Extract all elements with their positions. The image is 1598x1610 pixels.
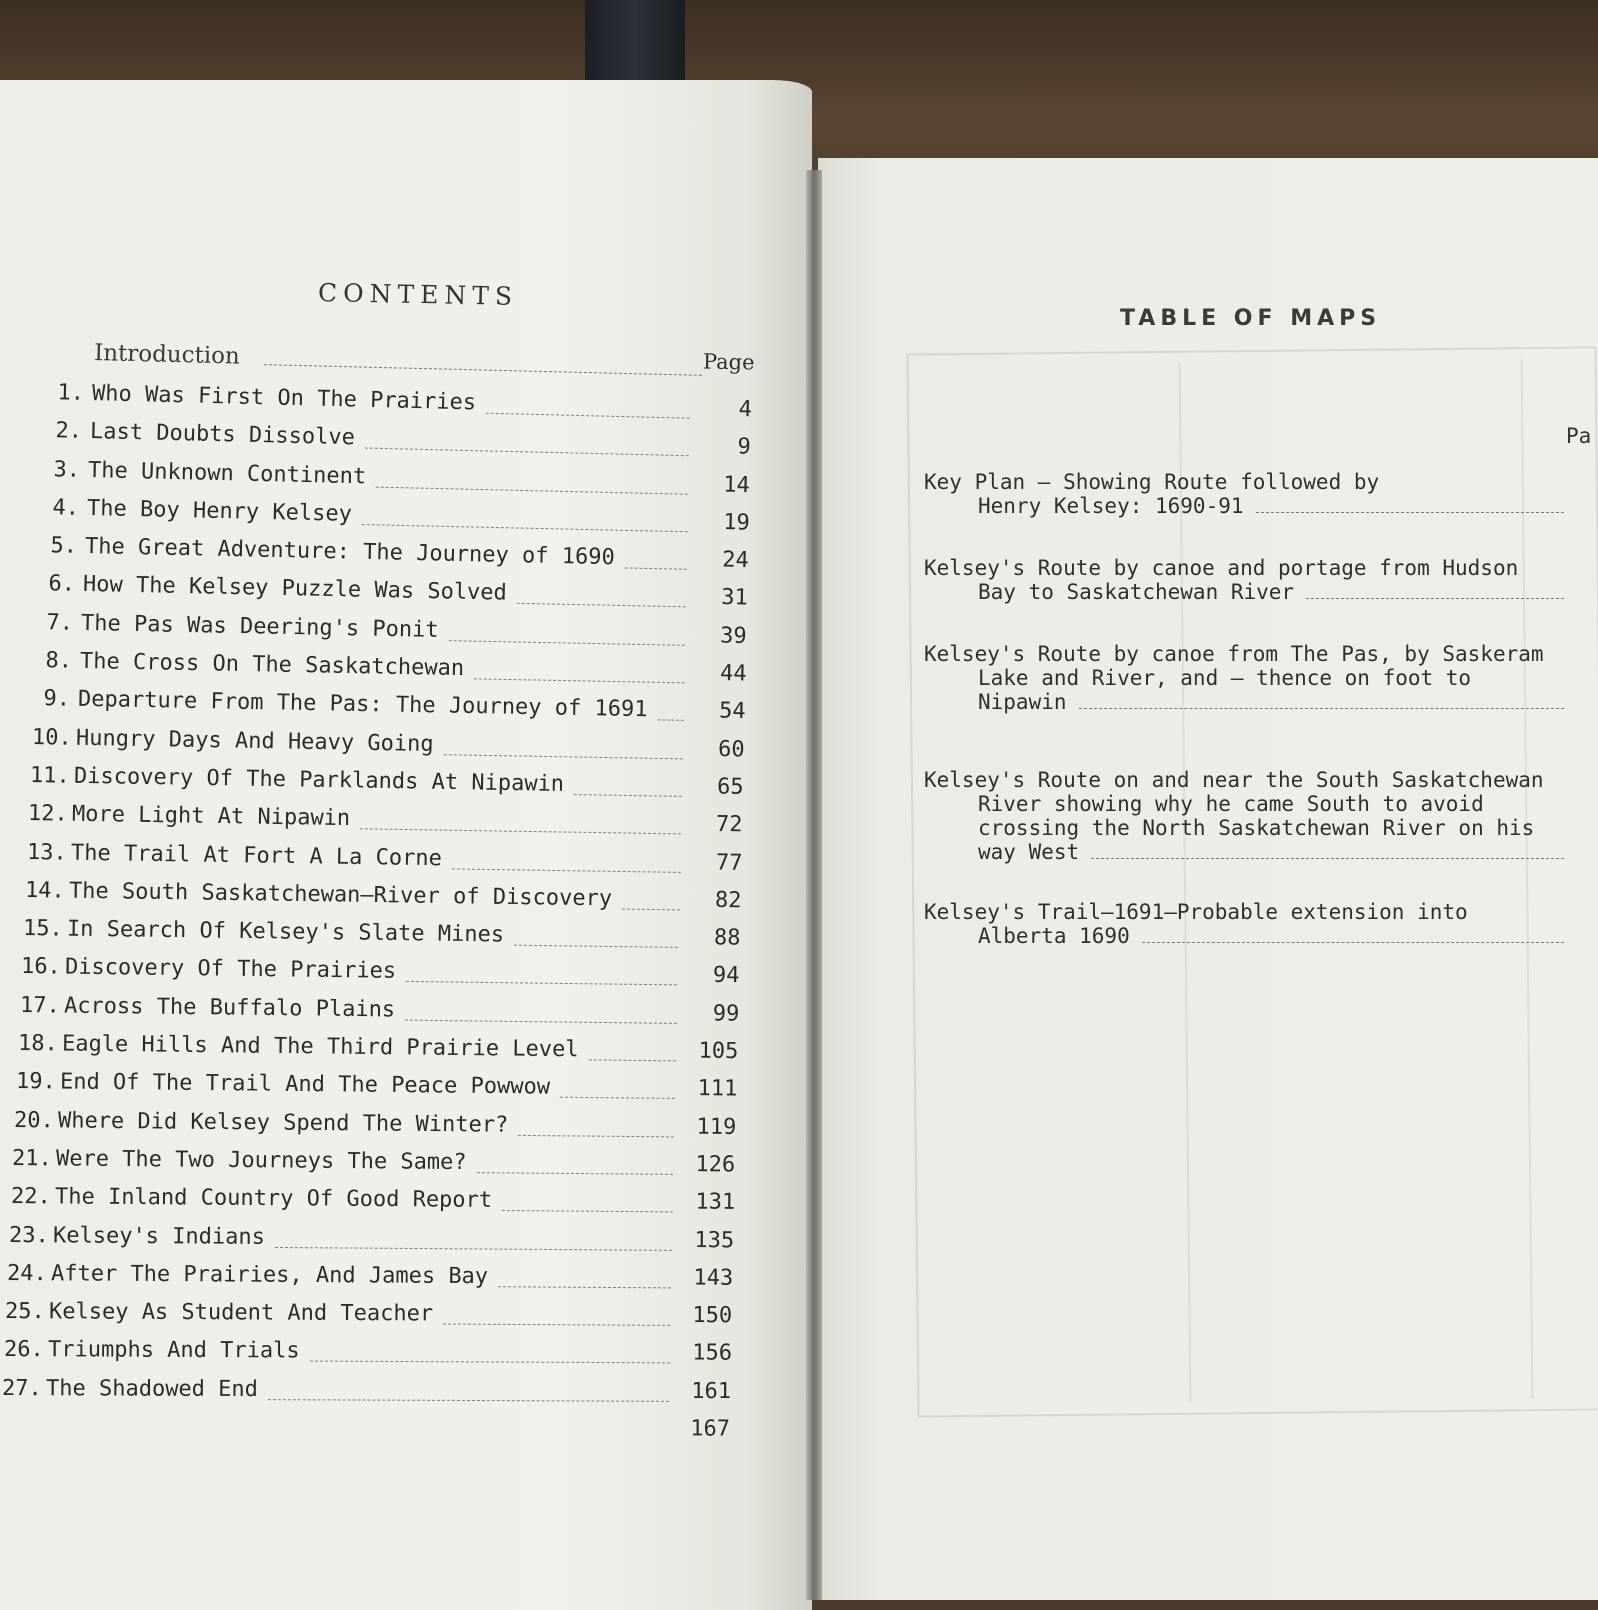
- map-entry-line: [924, 642, 1596, 666]
- toc-page-number: 135: [694, 1227, 735, 1253]
- map-entry-text: Kelsey's Route by canoe and portage from Hudson: [924, 556, 1519, 580]
- toc-chapter-number: 21.: [12, 1145, 53, 1172]
- leader-dots: [574, 794, 682, 797]
- map-entry-text: way West: [978, 840, 1080, 864]
- book-gutter: [806, 170, 822, 1600]
- map-entry-line: [924, 690, 1596, 714]
- leader-dots: [514, 945, 678, 948]
- toc-chapter-number: 15.: [22, 916, 64, 942]
- toc-page-number: 131: [695, 1189, 735, 1216]
- leader-dots: [658, 720, 684, 721]
- toc-chapter-number: 1.: [57, 380, 85, 406]
- map-entry-line: [924, 580, 1596, 604]
- toc-chapter-title: In Search Of Kelsey's Slate Mines: [66, 916, 505, 948]
- toc-chapter-number: 12.: [28, 801, 69, 827]
- toc-chapter-number: 17.: [19, 992, 60, 1019]
- map-entry-text: Alberta 1690: [978, 924, 1130, 948]
- map-entry-line: [924, 666, 1596, 690]
- toc-chapter-number: 5.: [50, 533, 78, 559]
- toc-page-number: 77: [715, 849, 743, 876]
- toc-chapter-number: 13.: [26, 839, 67, 866]
- toc-chapter-title: Kelsey's Indians: [52, 1222, 265, 1250]
- toc-page-number: 143: [693, 1265, 734, 1291]
- leader-dots: [1142, 941, 1564, 943]
- contents-heading: CONTENTS: [317, 278, 519, 311]
- toc-chapter-title: Eagle Hills And The Third Prairie Level: [61, 1031, 579, 1063]
- leader-dots: [518, 1135, 674, 1138]
- toc-chapter-title: Hungry Days And Heavy Going: [75, 725, 434, 757]
- toc-chapter-number: 18.: [17, 1031, 58, 1057]
- toc-page-number: 156: [691, 1340, 732, 1367]
- toc-chapter-title: The Unknown Continent: [88, 457, 367, 489]
- toc-chapter-number: 22.: [10, 1184, 51, 1210]
- toc-page-number: 31: [721, 585, 749, 612]
- map-entry-line: [924, 792, 1596, 816]
- toc-chapter-number: 27.: [1, 1375, 42, 1401]
- toc-page-number: 44: [719, 661, 747, 687]
- toc-chapter-number: 20.: [14, 1107, 55, 1134]
- toc-page-number: 99: [712, 1001, 740, 1027]
- toc-page-number: 105: [698, 1038, 739, 1065]
- toc-page-number: 167: [690, 1416, 731, 1442]
- toc-chapter-title: How The Kelsey Puzzle Was Solved: [82, 572, 508, 607]
- page-column-label: Page: [702, 349, 755, 375]
- map-entry-line: [924, 816, 1596, 840]
- leader-dots: [486, 413, 690, 419]
- toc-row: [2, 1376, 731, 1409]
- leader-dots: [477, 1172, 673, 1175]
- toc-chapter-title: Departure From The Pas: The Journey of 1691: [77, 687, 648, 723]
- toc-page-number: 72: [716, 812, 744, 838]
- toc-chapter-title: The South Saskatchewan—River of Discovery: [68, 878, 613, 912]
- map-entry-text: Kelsey's Trail—1691—Probable extension into: [924, 900, 1468, 924]
- maps-heading: TABLE OF MAPS: [1120, 306, 1382, 331]
- leader-dots: [360, 829, 681, 835]
- toc-chapter-number: 19.: [15, 1069, 56, 1095]
- map-entry-line: [924, 840, 1596, 864]
- toc-page-number: 24: [721, 547, 749, 574]
- leader-dots: [1079, 707, 1564, 709]
- toc-chapter-title: The Pas Was Deering's Ponit: [81, 610, 440, 643]
- leader-dots: [275, 1246, 672, 1250]
- toc-chapter-number: 6.: [48, 571, 76, 598]
- toc-chapter-title: End Of The Trail And The Peace Powwow: [59, 1069, 551, 1100]
- map-entry-text: Bay to Saskatchewan River: [978, 580, 1295, 604]
- toc-chapter-title: Discovery Of The Parklands At Nipawin: [74, 763, 565, 797]
- toc-chapter-title: The Inland Country Of Good Report: [54, 1184, 492, 1214]
- map-entry: [924, 556, 1596, 604]
- map-entry-line: [924, 768, 1596, 792]
- toc-chapter-title: Who Was First On The Prairies: [91, 381, 477, 416]
- toc-page-number: 82: [714, 887, 742, 914]
- leader-dots: [589, 1059, 676, 1061]
- map-entry: [924, 768, 1596, 864]
- leader-dots: [560, 1097, 675, 1099]
- leader-dots: [451, 868, 680, 872]
- map-entry-line: [924, 924, 1596, 948]
- leader-dots: [1091, 857, 1564, 859]
- leader-dots: [406, 981, 677, 985]
- map-entry-text: Henry Kelsey: 1690-91: [978, 494, 1244, 518]
- toc-page-number: 150: [692, 1303, 733, 1329]
- toc-chapter-title: The Trail At Fort A La Corne: [70, 840, 442, 871]
- toc-row: [12, 1146, 735, 1182]
- toc-chapter-number: 4.: [51, 495, 79, 521]
- toc-chapter-title: Kelsey As Student And Teacher: [49, 1299, 434, 1327]
- map-entry-text: River showing why he came South to avoid: [978, 792, 1484, 816]
- trailing-page-row: [0, 1414, 730, 1447]
- leader-dots: [1256, 511, 1564, 513]
- toc-page-number: 161: [690, 1378, 731, 1404]
- toc-chapter-number: 7.: [46, 609, 74, 636]
- toc-chapter-title: The Shadowed End: [45, 1375, 258, 1402]
- toc-chapter-number: 11.: [30, 762, 71, 789]
- toc-chapter-title: The Great Adventure: The Journey of 1690: [84, 534, 615, 571]
- toc-page-number: 39: [720, 623, 748, 649]
- map-entry: [924, 642, 1596, 714]
- toc-chapter-title: Across The Buffalo Plains: [63, 993, 395, 1023]
- leader-dots: [444, 754, 683, 759]
- leader-dots: [622, 908, 680, 910]
- toc-chapter-title: Where Did Kelsey Spend The Winter?: [58, 1108, 509, 1138]
- toc-chapter-number: 23.: [8, 1222, 49, 1248]
- toc-chapter-title: Triumphs And Trials: [47, 1337, 300, 1364]
- toc-page-number: 94: [713, 963, 740, 989]
- toc-page-number: 65: [717, 774, 744, 800]
- map-entry-text: Kelsey's Route by canoe from The Pas, by Saskeram: [924, 642, 1544, 666]
- toc-row: [11, 1184, 735, 1220]
- toc-chapter-title: After The Prairies, And James Bay: [51, 1261, 489, 1289]
- toc-page-number: 4: [738, 396, 753, 423]
- toc-chapter-number: 10.: [31, 724, 73, 751]
- toc-page-number: 111: [697, 1076, 738, 1102]
- introduction-label: Introduction: [93, 340, 241, 370]
- map-entry: [924, 470, 1596, 518]
- toc-chapter-title: Last Doubts Dissolve: [89, 419, 356, 451]
- toc-page-number: 54: [718, 698, 746, 725]
- toc-chapter-title: The Cross On The Saskatchewan: [79, 648, 464, 682]
- map-entry-text: Nipawin: [978, 690, 1067, 714]
- leader-dots: [625, 568, 687, 570]
- leader-dots: [498, 1286, 671, 1288]
- toc-chapter-number: 9.: [43, 686, 71, 713]
- map-entry-text: crossing the North Saskatchewan River on his: [978, 816, 1535, 840]
- map-entry-line: [924, 900, 1596, 924]
- leader-dots: [310, 1361, 670, 1364]
- leader-dots: [404, 1019, 676, 1023]
- toc-chapter-title: More Light At Nipawin: [72, 801, 351, 832]
- map-entry-line: [924, 470, 1596, 494]
- toc-page-number: 9: [737, 434, 752, 460]
- toc-row: [3, 1337, 731, 1371]
- toc-page-number: 14: [723, 472, 751, 498]
- map-entry-line: [924, 556, 1596, 580]
- toc-chapter-number: 3.: [53, 456, 81, 483]
- leader-dots: [473, 678, 684, 683]
- maps-page-column-label: Pa: [1566, 424, 1592, 448]
- leader-dots: [376, 486, 688, 494]
- map-entry: [924, 900, 1596, 948]
- toc-chapter-title: Were The Two Journeys The Same?: [56, 1146, 468, 1175]
- toc-page-number: 88: [713, 925, 741, 951]
- leader-dots: [443, 1324, 670, 1326]
- toc-chapter-number: 14.: [24, 877, 65, 904]
- map-entry-text: Kelsey's Route on and near the South Saskatchewan: [924, 768, 1544, 792]
- toc-chapter-title: Discovery Of The Prairies: [65, 955, 397, 985]
- toc-page-number: 19: [722, 509, 750, 536]
- leader-dots: [268, 1399, 669, 1402]
- leader-dots: [361, 524, 687, 532]
- toc-chapter-number: 8.: [44, 648, 72, 674]
- toc-chapter-title: The Boy Henry Kelsey: [86, 495, 352, 527]
- toc-chapter-number: 24.: [7, 1260, 47, 1287]
- toc-chapter-number: 25.: [5, 1299, 46, 1325]
- map-entry-text: Key Plan — Showing Route followed by: [924, 470, 1380, 494]
- toc-page-number: 126: [695, 1152, 736, 1178]
- toc-row: [5, 1299, 732, 1333]
- leader-dots: [449, 640, 685, 646]
- map-entry-text: Lake and River, and — thence on foot to: [978, 666, 1472, 690]
- toc-chapter-number: 16.: [21, 954, 62, 980]
- toc-row: [9, 1223, 734, 1258]
- leader-dots: [517, 603, 686, 607]
- toc-chapter-number: 2.: [55, 418, 83, 445]
- leader-dots: [502, 1210, 673, 1212]
- toc-row: [7, 1261, 733, 1296]
- toc-page-number: 119: [696, 1114, 737, 1140]
- leader-dots: [1306, 597, 1564, 599]
- leader-dots: [264, 364, 702, 376]
- map-entry-line: [924, 494, 1596, 518]
- toc-chapter-number: 26.: [3, 1337, 44, 1363]
- toc-page-number: 60: [717, 736, 745, 763]
- leader-dots: [365, 448, 689, 457]
